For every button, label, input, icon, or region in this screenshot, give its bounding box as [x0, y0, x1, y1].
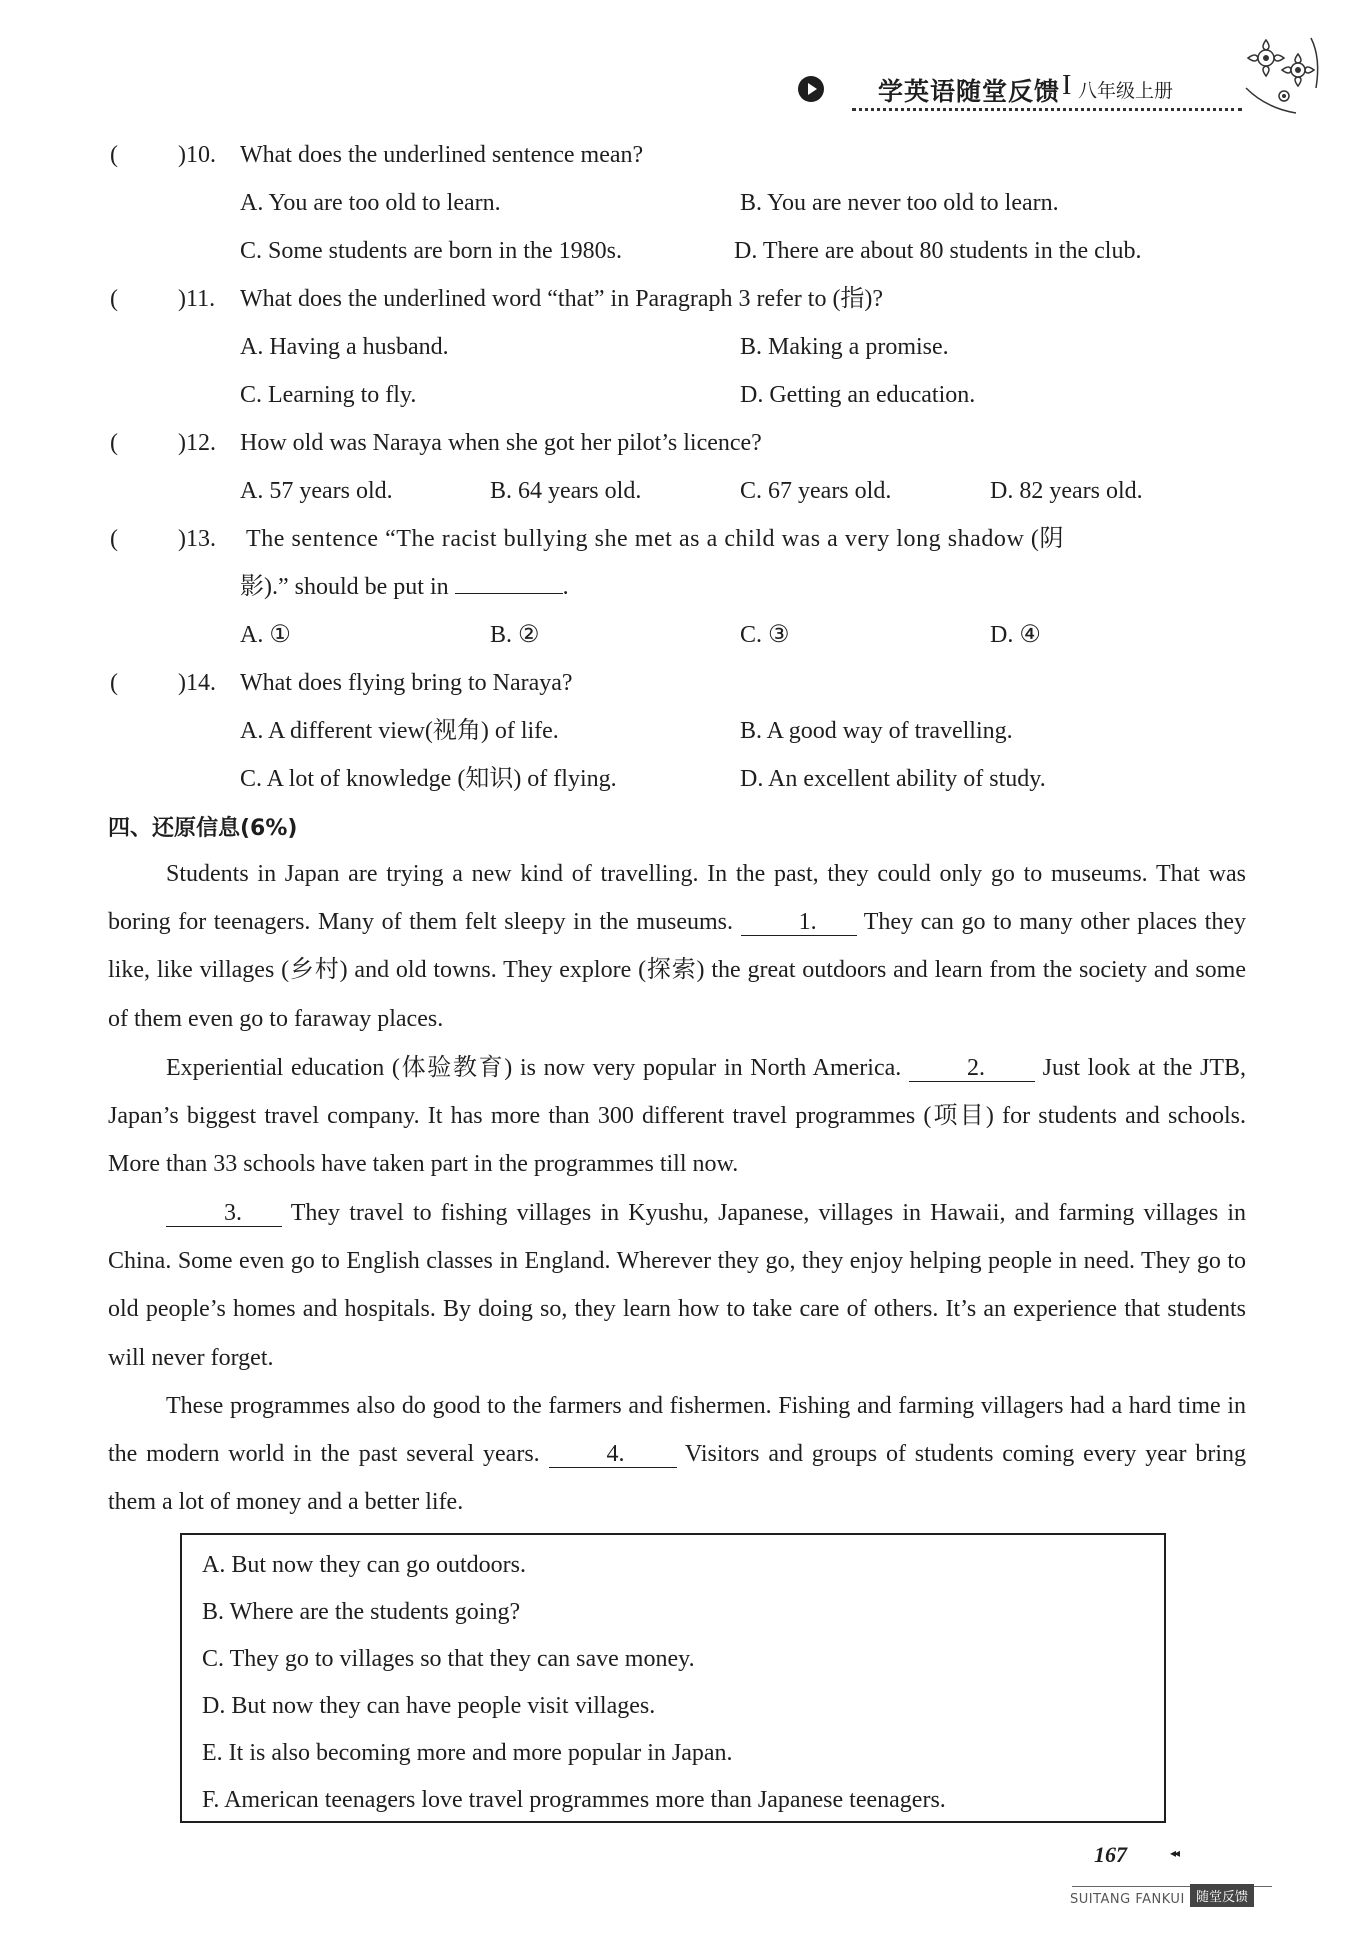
- passage-paragraph-1: [108, 850, 1246, 1043]
- question-number: )14.: [178, 670, 216, 696]
- option-c: C. ③: [740, 622, 790, 648]
- answer-bracket: (: [110, 142, 118, 168]
- answer-gap-2: 2.: [909, 1055, 1035, 1082]
- question-stem: The sentence “The racist bullying she met as a child was a very long shadow (阴: [246, 526, 1064, 552]
- question-number: )11.: [178, 286, 216, 312]
- answer-bracket: (: [110, 670, 118, 696]
- question-number: )13.: [178, 526, 216, 552]
- option-c: C. Learning to fly.: [240, 382, 417, 408]
- passage-paragraph-2: [108, 1044, 1246, 1189]
- grade-label: 八年级上册: [1078, 80, 1174, 102]
- question-stem: What does the underlined sentence mean?: [240, 142, 644, 168]
- option-b: B. You are never too old to learn.: [740, 190, 1059, 216]
- answer-bracket: (: [110, 286, 118, 312]
- question-stem: How old was Naraya when she got her pilot’s licence?: [240, 430, 762, 456]
- option-b: B. Making a promise.: [740, 334, 949, 360]
- option-a: A. Having a husband.: [240, 334, 449, 360]
- answer-gap-4: 4.: [549, 1441, 677, 1468]
- box-option-e: E. It is also becoming more and more popular in Japan.: [202, 1740, 733, 1766]
- footer-label: SUITANG FANKUI: [1070, 1892, 1185, 1907]
- paragraph-text: Experiential education (体验教育) is now very popular in North America.: [166, 1055, 902, 1081]
- paragraph-text: These programmes also do good to the farmers and fishermen. Fishing and farming villagers had a hard time in the modern world in the past several years.: [108, 1393, 1246, 1468]
- passage-paragraph-4: [108, 1382, 1246, 1527]
- box-option-d: D. But now they can have people visit villages.: [202, 1693, 656, 1719]
- paragraph-text: Students in Japan are trying a new kind of travelling. In the past, they could only go to museums. That was boring for teenagers. Many of them felt sleepy in the museums.: [108, 861, 1246, 936]
- header-dotted-rule: [852, 108, 1242, 111]
- paragraph-text: Visitors and groups of students coming every year bring them a lot of money and a better life.: [108, 1441, 1247, 1516]
- paragraph-text: They travel to fishing villages in Kyushu, Japanese, villages in Hawaii, and farming villages in China. Some even go to English classes in England. Wherever they go, they enjoy helping people in need. They go to old people’s homes and hospitals. By doing so, they learn how to take care of others. It’s an experience that students will never forget.: [108, 1200, 1246, 1371]
- option-b: B. 64 years old.: [490, 478, 642, 504]
- option-c: C. A lot of knowledge (知识) of flying.: [240, 766, 617, 792]
- option-d: D. 82 years old.: [990, 478, 1143, 504]
- box-option-c: C. They go to villages so that they can save money.: [202, 1646, 695, 1672]
- option-b: B. ②: [490, 622, 540, 648]
- header-separator: I: [1062, 70, 1072, 101]
- question-13-stem-continued: [240, 570, 569, 604]
- answer-gap-1: 1.: [741, 909, 857, 936]
- option-d: D. An excellent ability of study.: [740, 766, 1046, 792]
- play-icon: [798, 76, 824, 102]
- option-d: D. There are about 80 students in the club.: [734, 238, 1142, 264]
- question-number: )12.: [178, 430, 216, 456]
- stem-continued-text: 影).” should be put in: [240, 574, 449, 600]
- box-option-f: F. American teenagers love travel programmes more than Japanese teenagers.: [202, 1787, 946, 1813]
- answer-bracket: (: [110, 430, 118, 456]
- option-d: D. Getting an education.: [740, 382, 976, 408]
- box-option-a: A. But now they can go outdoors.: [202, 1552, 526, 1578]
- option-a: A. ①: [240, 622, 291, 648]
- box-option-b: B. Where are the students going?: [202, 1599, 521, 1625]
- book-title: 学英语随堂反馈: [878, 77, 1061, 106]
- option-a: A. You are too old to learn.: [240, 190, 501, 216]
- answer-gap-3: 3.: [166, 1200, 282, 1227]
- answer-bracket: (: [110, 526, 118, 552]
- question-number: )10.: [178, 142, 216, 168]
- question-stem: What does the underlined word “that” in Paragraph 3 refer to (指)?: [240, 286, 884, 312]
- option-a: A. 57 years old.: [240, 478, 393, 504]
- section-heading: 四、还原信息(6%): [108, 816, 298, 841]
- option-d: D. ④: [990, 622, 1041, 648]
- question-stem: What does flying bring to Naraya?: [240, 670, 573, 696]
- answer-options-box: [180, 1533, 1166, 1823]
- page-number: 167: [1094, 1842, 1127, 1867]
- footer-badge: 随堂反馈: [1190, 1884, 1254, 1907]
- answer-blank: [455, 571, 563, 594]
- paragraph-text: Just look at the JTB, Japan’s biggest travel company. It has more than 300 different travel programmes (项目) for students and schools. More than 33 schools have taken part in the programmes till now.: [108, 1055, 1247, 1178]
- option-a: A. A different view(视角) of life.: [240, 718, 559, 744]
- option-b: B. A good way of travelling.: [740, 718, 1013, 744]
- flower-decoration-icon: [1226, 18, 1336, 128]
- option-c: C. 67 years old.: [740, 478, 892, 504]
- passage-paragraph-3: [108, 1189, 1246, 1382]
- page-header: [790, 62, 1250, 122]
- paragraph-text: They can go to many other places they like, like villages (乡村) and old towns. They explore (探索) the great outdoors and learn from the society and some of them even go to faraway places.: [108, 909, 1247, 1032]
- option-c: C. Some students are born in the 1980s.: [240, 238, 622, 264]
- stem-period: .: [562, 574, 569, 600]
- arrow-icon: ◂◂: [1170, 1846, 1179, 1860]
